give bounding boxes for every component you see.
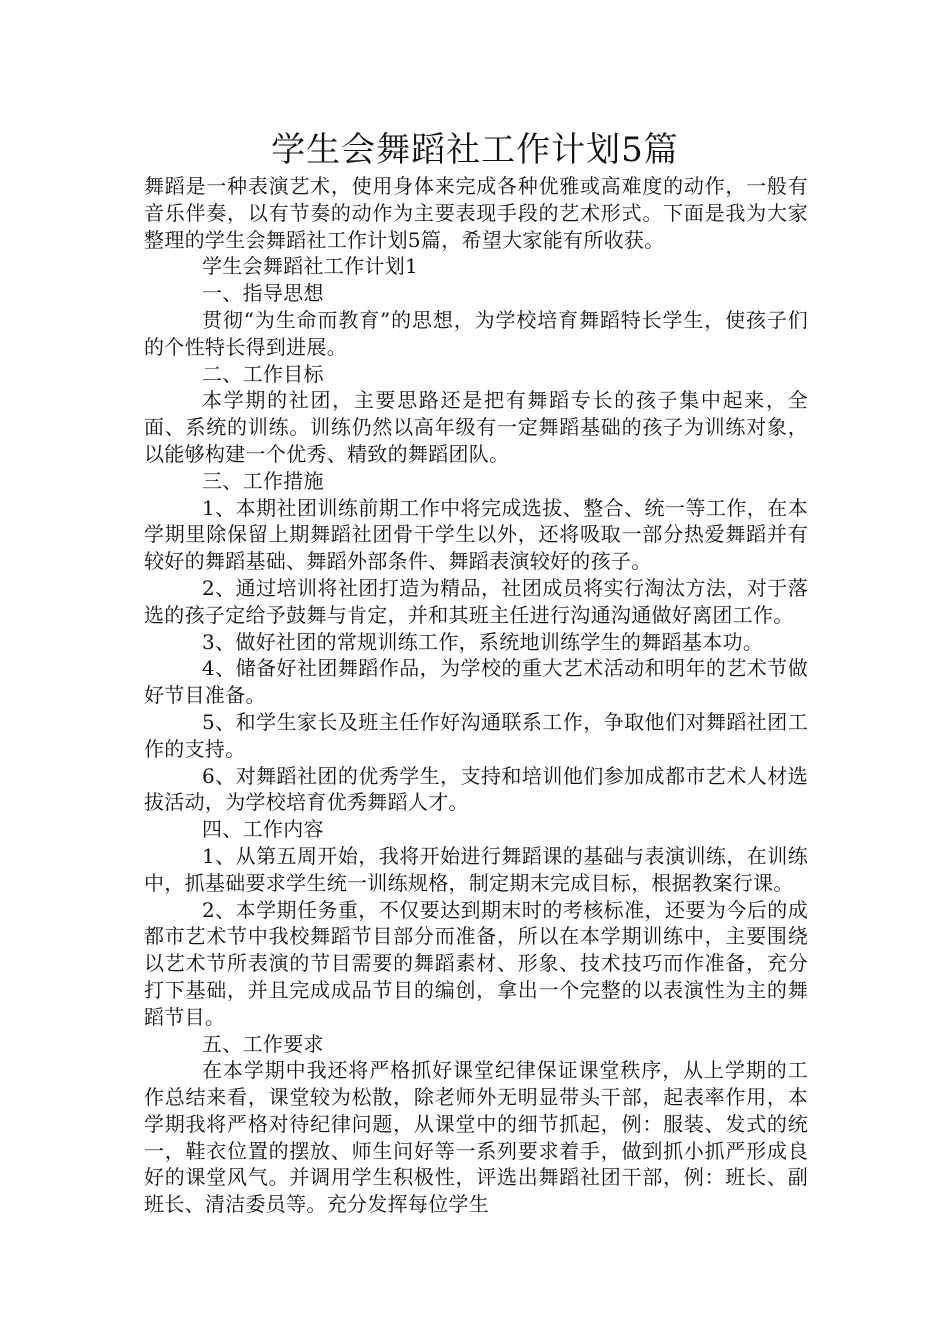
paragraph: 四、工作内容 [202,817,324,842]
paragraph: 本学期的社团，主要思路还是把有舞蹈专长的孩子集中起来，全面、系统的训练。训练仍然以高年级有一定舞蹈基础的孩子为训练对象，以能够构建一个优秀、精致的舞蹈团队。 [144,388,808,466]
paragraph: 1、本期社团训练前期工作中将完成选拔、整合、统一等工作，在本学期里除保留上期舞蹈社团骨干学生以外，还将吸取一部分热爱舞蹈并有较好的舞蹈基础、舞蹈外部条件、舞蹈表演较好的孩子。 [144,495,808,574]
paragraph: 舞蹈是一种表演艺术，使用身体来完成各种优雅或高难度的动作，一般有音乐伴奏，以有节奏的动作为主要表现手段的艺术形式。下面是我为大家整理的学生会舞蹈社工作计划5篇，希望大家能有所收获。 [144,174,808,252]
paragraph: 6、对舞蹈社团的优秀学生，支持和培训他们参加成都市艺术人材选拔活动，为学校培育优秀舞蹈人才。 [144,763,808,815]
paragraph: 学生会舞蹈社工作计划1 [202,254,419,279]
paragraph: 3、做好社团的常规训练工作，系统地训练学生的舞蹈基本功。 [202,629,764,654]
document-body [144,173,808,1218]
paragraph: 一、指导思想 [202,281,324,306]
paragraph: 三、工作措施 [202,468,324,493]
document-title: 学生会舞蹈社工作计划5篇 [271,130,679,170]
paragraph: 二、工作目标 [202,361,324,386]
paragraph: 五、工作要求 [202,1031,324,1056]
paragraph: 5、和学生家长及班主任作好沟通联系工作，争取他们对舞蹈社团工作的支持。 [144,709,808,761]
paragraph: 贯彻“为生命而教育”的思想，为学校培育舞蹈特长学生，使孩子们的个性特长得到进展。 [144,307,808,359]
paragraph: 在本学期中我还将严格抓好课堂纪律保证课堂秩序，从上学期的工作总结来看，课堂较为松散，除老师外无明显带头干部，起表率作用，本学期我将严格对待纪律问题，从课堂中的细节抓起，例：服装、发式的统一，鞋衣位置的摆放、师生问好等一系列要求着手，做到抓小抓严形成良好的课堂风气。并调用学生积极性，评选出舞蹈社团干部，例：班长、副班长、清洁委员等。充分发挥每位学生 [144,1058,808,1217]
paragraph: 4、储备好社团舞蹈作品，为学校的重大艺术活动和明年的艺术节做好节目准备。 [144,656,808,708]
paragraph: 1、从第五周开始，我将开始进行舞蹈课的基础与表演训练，在训练中，抓基础要求学生统一训练规格，制定期末完成目标，根据教案行课。 [144,843,808,895]
paragraph: 2、通过培训将社团打造为精品，社团成员将实行淘汰方法，对于落选的孩子定给予鼓舞与肯定，并和其班主任进行沟通沟通做好离团工作。 [144,575,808,627]
paragraph: 2、本学期任务重，不仅要达到期末时的考核标准，还要为今后的成都市艺术节中我校舞蹈节目部分而准备，所以在本学期训练中，主要围绕以艺术节所表演的节目需要的舞蹈素材、形象、技术技巧而作准备，充分打下基础，并且完成成品节目的编创，拿出一个完整的以表演性为主的舞蹈节目。 [144,897,808,1029]
